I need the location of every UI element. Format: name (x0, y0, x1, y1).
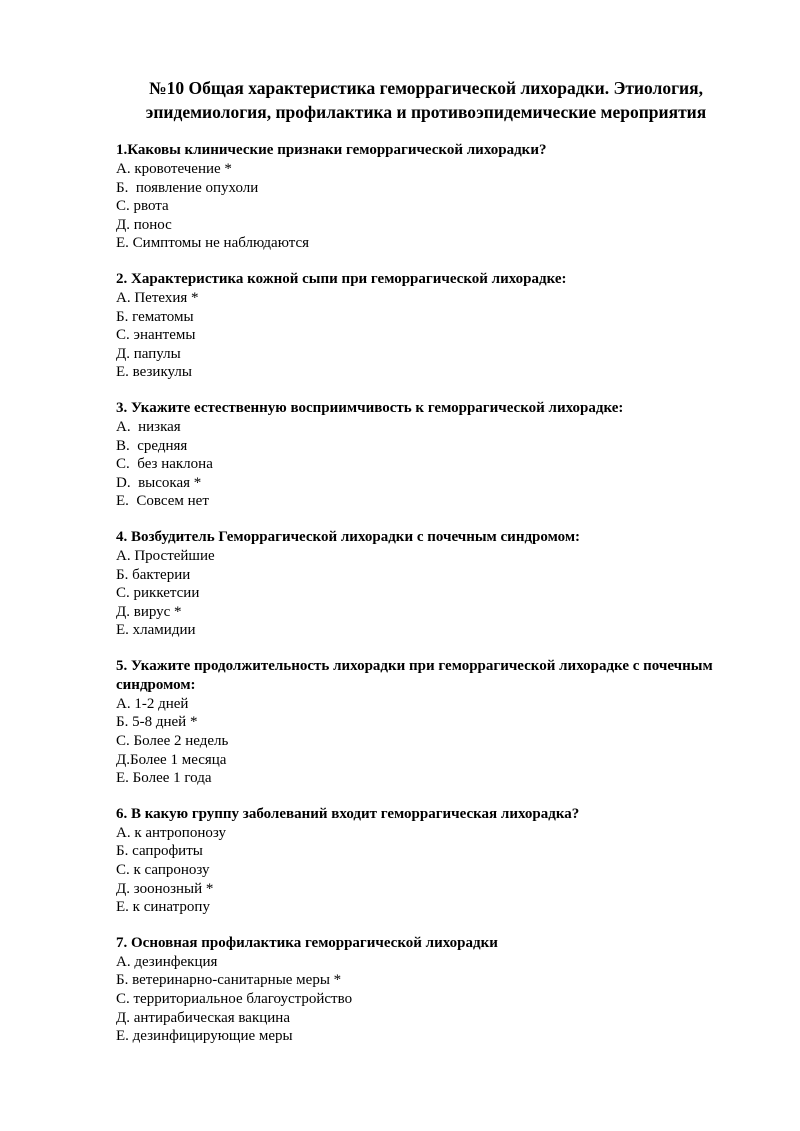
question-text: 7. Основная профилактика геморрагической лихорадки (116, 934, 498, 951)
answer-option: С. риккетсии (116, 585, 200, 602)
answer-option: Б. гематомы (116, 308, 194, 325)
answer-option: Е. Более 1 года (116, 770, 212, 787)
answer-option: Е. везикулы (116, 364, 192, 381)
answer-option: D. высокая * (116, 474, 202, 491)
answer-options (116, 160, 730, 253)
answer-option: А. к антропонозу (116, 824, 226, 841)
answer-option: С. рвота (116, 198, 169, 215)
answer-option: Д. папулы (116, 345, 181, 362)
answer-option: Б. бактерии (116, 566, 191, 583)
answer-option: Е. хламидии (116, 622, 196, 639)
answer-option: Д. понос (116, 216, 172, 233)
document-title (116, 76, 730, 124)
answer-options (116, 289, 730, 382)
answer-option: А. 1-2 дней (116, 695, 189, 712)
question-3 (116, 399, 730, 511)
question-text: 2. Характеристика кожной сыпи при геморрагической лихорадке: (116, 270, 567, 287)
answer-options (116, 695, 730, 788)
question-1 (116, 141, 730, 253)
answer-option: Е. к синатропу (116, 899, 210, 916)
answer-option: С. территориальное благоустройство (116, 991, 353, 1007)
answer-option: А. кровотечение * (116, 161, 232, 177)
answer-option: E. Совсем нет (116, 493, 209, 510)
question-text: 3. Укажите естественную восприимчивость к геморрагической лихорадке: (116, 399, 624, 416)
answer-option: С. энантемы (116, 327, 196, 344)
answer-options (116, 418, 730, 511)
answer-option: B. средняя (116, 437, 188, 454)
question-5 (116, 657, 730, 788)
answer-option: А. Простейшие (116, 547, 215, 564)
answer-option: С. к сапронозу (116, 862, 210, 879)
answer-option: А. Петехия * (116, 289, 199, 306)
answer-option: Д. вирус * (116, 603, 182, 620)
question-7 (116, 934, 730, 1046)
answer-option: Е. дезинфицирующие меры (116, 1028, 293, 1045)
question-text: 6. В какую группу заболеваний входит геморрагическая лихорадка? (116, 805, 580, 822)
answer-options (116, 547, 730, 640)
answer-option: C. без наклона (116, 456, 213, 473)
answer-option: Д.Более 1 месяца (116, 751, 227, 768)
answer-option: Б. 5-8 дней * (116, 714, 198, 731)
answer-option: С. Более 2 недель (116, 733, 229, 750)
answer-option: A. низкая (116, 418, 181, 435)
question-6 (116, 805, 730, 917)
answer-option: А. дезинфекция (116, 953, 218, 970)
answer-option: Е. Симптомы не наблюдаются (116, 235, 310, 252)
question-text: 4. Возбудитель Геморрагической лихорадки с почечным синдромом: (116, 528, 581, 545)
answer-option: Б. ветеринарно-санитарные меры * (116, 972, 342, 989)
answer-options (116, 953, 730, 1046)
answer-option: Б. сапрофиты (116, 843, 203, 860)
question-text: 1.Каковы клинические признаки геморрагической лихорадки? (116, 142, 547, 158)
answer-option: Д. антирабическая вакцина (116, 1009, 290, 1026)
answer-option: Б. появление опухоли (116, 179, 259, 196)
question-2 (116, 270, 730, 382)
question-text: 5. Укажите продолжительность лихорадки при геморрагической лихорадке с почечным синдромом: (116, 657, 713, 693)
title-line-2: эпидемиология, профилактика и противоэпидемические мероприятия (145, 102, 707, 122)
title-line-1: №10 Общая характеристика геморрагической лихорадки. Этиология, (149, 78, 703, 98)
answer-option: Д. зоонозный * (116, 880, 214, 897)
answer-options (116, 824, 730, 917)
question-4 (116, 528, 730, 640)
